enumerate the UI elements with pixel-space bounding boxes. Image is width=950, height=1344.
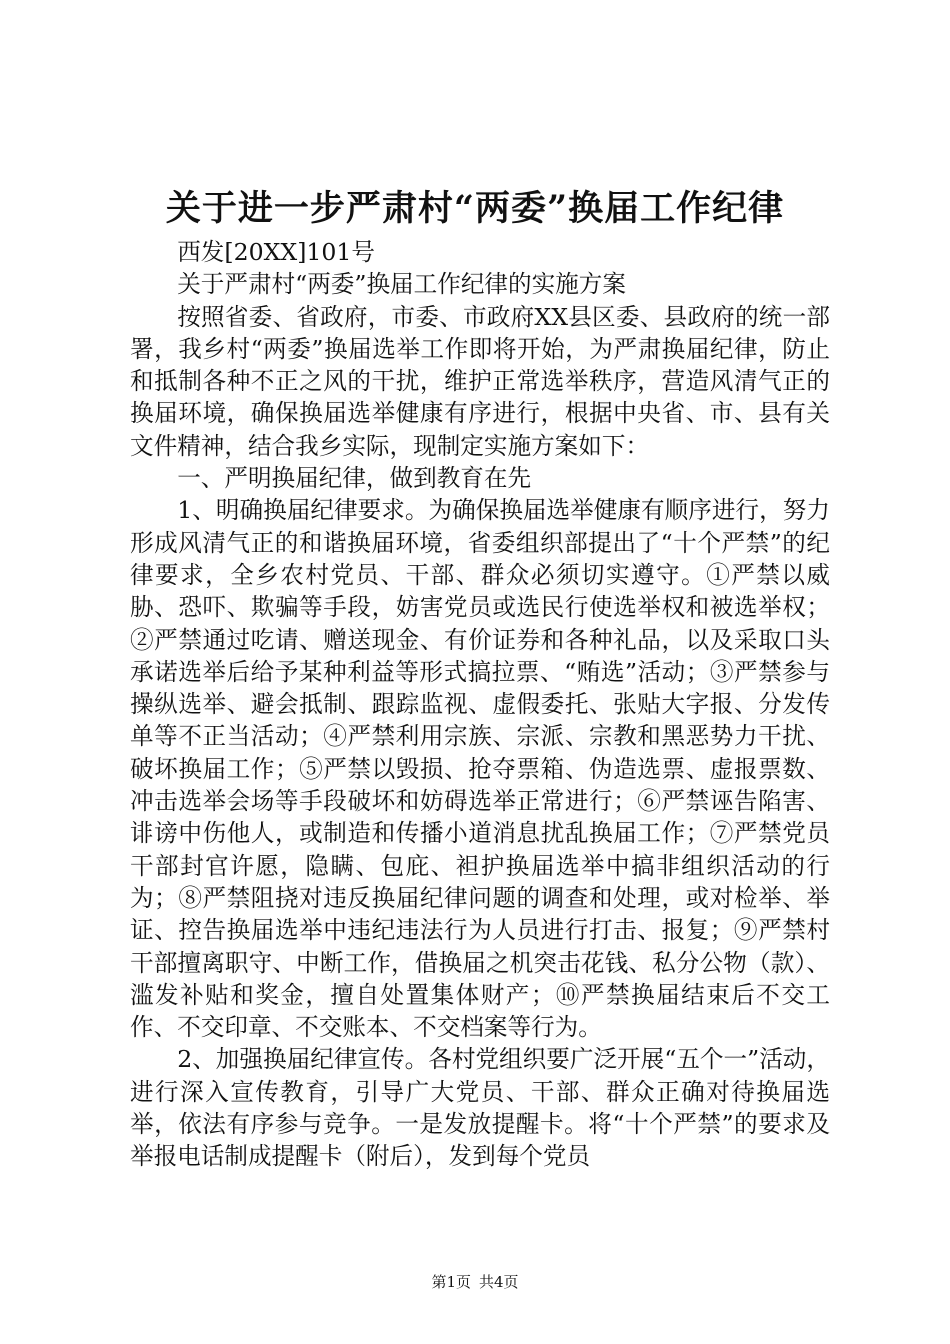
document-subtitle: 关于严肃村“两委”换届工作纪律的实施方案 (177, 270, 626, 299)
body-paragraph: 按照省委、省政府，市委、市政府XX县区委、县政府的统一部署，我乡村“两委”换届选举工作即将开始，为严肃换届纪律，防止和抵制各种不正之风的干扰，维护正常选举秩序，营造风清气正的换届环境，确保换届选举健康有序进行，根据中央省、市、县有关文件精神，结合我乡实际，现制定实施方案如下： (130, 302, 830, 460)
page-number: 第1页 (431, 1273, 471, 1291)
body-paragraph: 2、加强换届纪律宣传。各村党组织要广泛开展“五个一”活动，进行深入宣传教育，引导广大党员、干部、群众正确对待换届选举，依法有序参与竞争。一是发放提醒卡。将“十个严禁”的要求及举报电话制成提醒卡（附后），发到每个党员 (130, 1045, 830, 1171)
document-number: 西发[20XX]101号 (177, 238, 376, 266)
body-paragraph: 1、明确换届纪律要求。为确保换届选举健康有顺序进行，努力形成风清气正的和谐换届环境，省委组织部提出了“十个严禁”的纪律要求，全乡农村党员、干部、群众必须切实遵守。①严禁以威胁、恐吓、欺骗等手段，妨害党员或选民行使选举权和被选举权；②严禁通过吃请、赠送现金、有价证券和各种礼品，以及采取口头承诺选举后给予某种利益等形式搞拉票、“贿选”活动；③严禁参与操纵选举、避会抵制、跟踪监视、虚假委托、张贴大字报、分发传单等不正当活动；④严禁利用宗族、宗派、宗教和黑恶势力干扰、破坏换届工作；⑤严禁以毁损、抢夺票箱、伪造选票、虚报票数、冲击选举会场等手段破坏和妨碍选举正常进行；⑥严禁诬告陷害、诽谤中伤他人，或制造和传播小道消息扰乱换届工作；⑦严禁党员干部封官许愿，隐瞒、包庇、袒护换届选举中搞非组织活动的行为；⑧严禁阻挠对违反换届纪律问题的调查和处理，或对检举、举证、控告换届选举中违纪违法行为人员进行打击、报复；⑨严禁村干部擅离职守、中断工作，借换届之机突击花钱、私分公物（款）、滥发补贴和奖金，擅自处置集体财产；⑩严禁换届结束后不交工作、不交印章、不交账本、不交档案等行为。 (130, 496, 830, 1042)
document-title: 关于进一步严肃村“两委”换届工作纪律 (165, 188, 785, 229)
section-heading: 一、严明换届纪律，做到教育在先 (177, 464, 532, 493)
page-footer (0, 1272, 950, 1292)
document-body (130, 236, 830, 1173)
page-total: 共4页 (479, 1273, 519, 1291)
